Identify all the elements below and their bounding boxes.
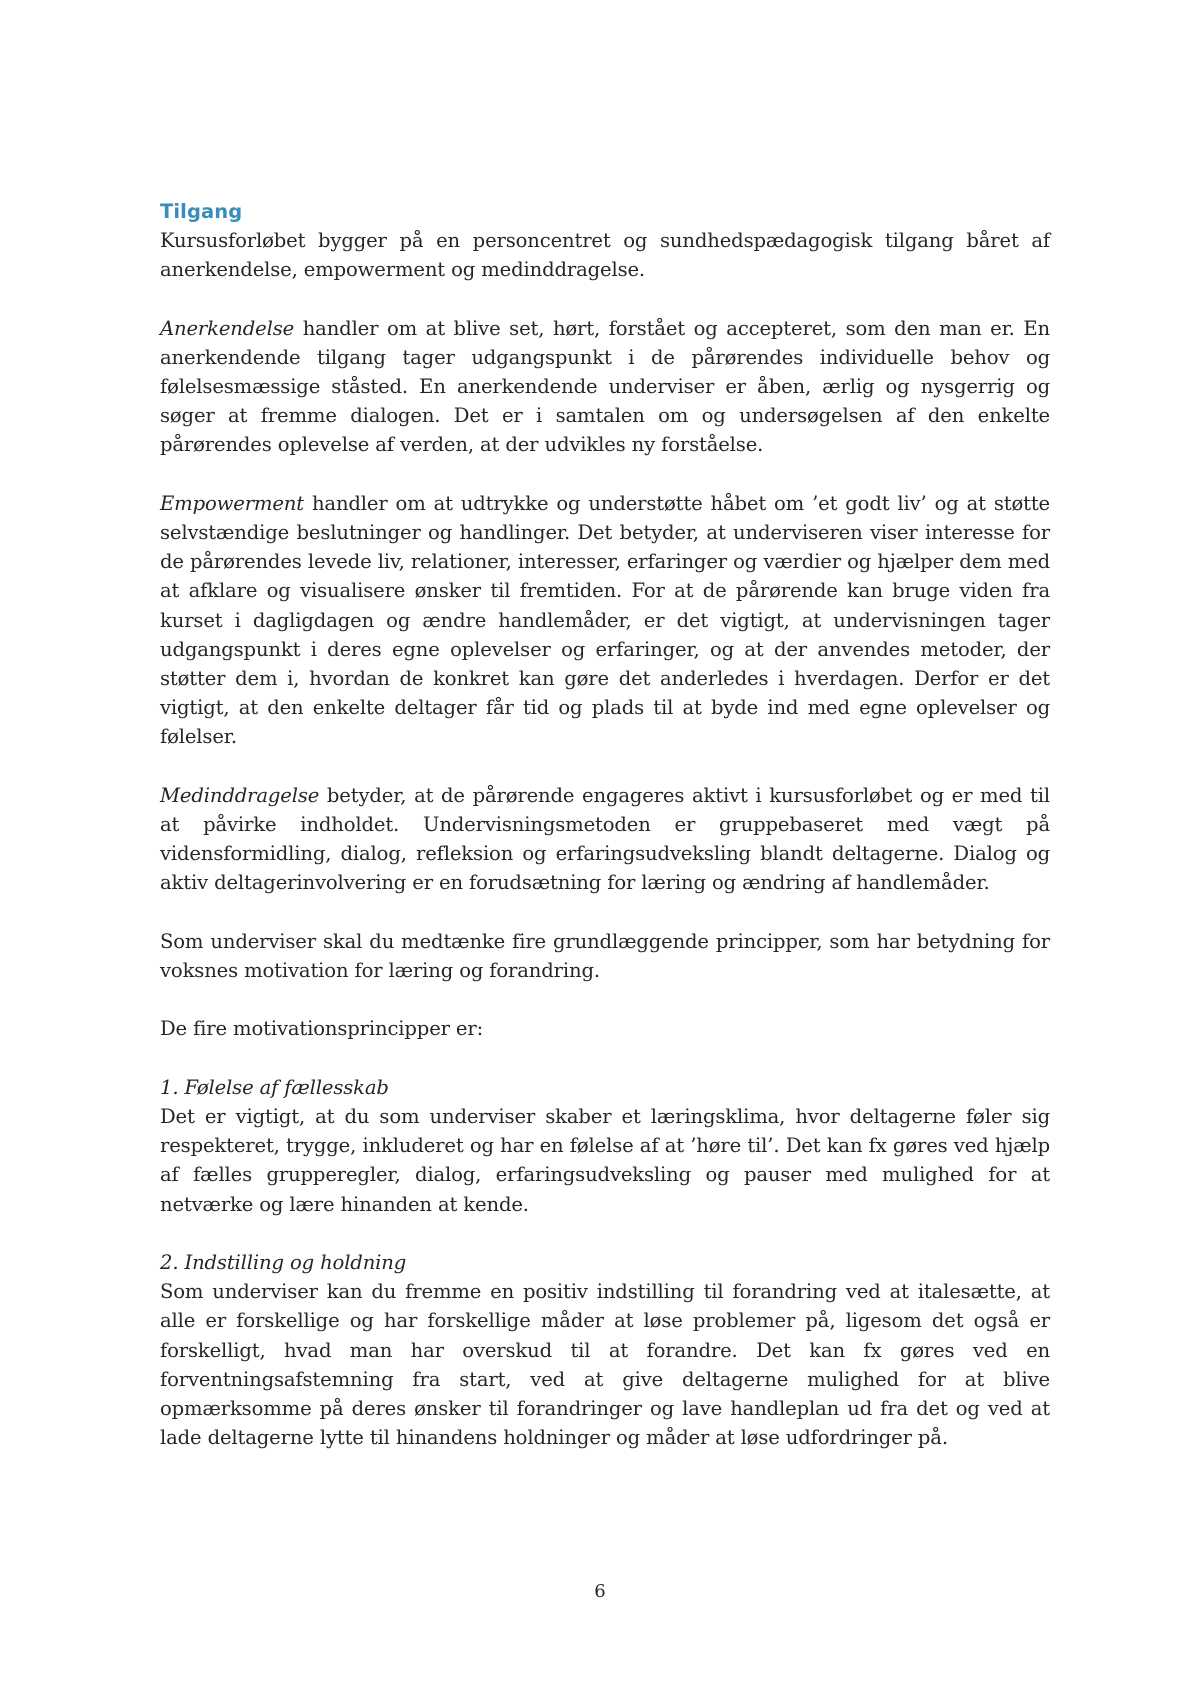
- principle-2-title: 2. Indstilling og holdning: [160, 1251, 407, 1274]
- intro-paragraph: Kursusforløbet bygger på en personcentret og sundhedspædagogisk tilgang båret af anerkendelse, empowerment og medinddragelse.: [160, 229, 1050, 282]
- paragraph-gap: [160, 1044, 1050, 1073]
- paragraph-gap: [160, 985, 1050, 1014]
- document-body: [160, 197, 1050, 1452]
- section-heading: Tilgang: [160, 200, 243, 223]
- paragraph-gap: [160, 1219, 1050, 1248]
- principle-1-title: 1. Følelse af fællesskab: [160, 1075, 389, 1099]
- paragraph-medinddragelse-text: betyder, at de pårørende engageres aktivt i kursusforløbet og er med til at påvirke indholdet. Undervisningsmetoden er gruppebaseret med vægt på vidensformidling, dialog, refleksion og erfaringsudveksling blandt deltagerne. Dialog og aktiv deltagerinvolvering er en forudsætning for læring og ændring af handlemåder.: [160, 783, 1050, 895]
- term-anerkendelse: Anerkendelse: [160, 316, 295, 340]
- paragraph-medinddragelse: [160, 781, 1050, 898]
- page-number: 6: [594, 1581, 606, 1602]
- paragraph-empowerment: [160, 489, 1050, 752]
- term-empowerment: Empowerment: [160, 491, 304, 515]
- paragraph-empowerment-text: handler om at udtrykke og understøtte håbet om ’et godt liv’ og at støtte selvstændige beslutninger og handlinger. Det betyder, at underviseren viser interesse for de pårørendes levede liv, relationer, interesser, erfaringer og værdier og hjælper dem med at afklare og visualisere ønsker til fremtiden. For at de pårørende kan bruge viden fra kurset i dagligdagen og ændre handlemåder, er det vigtigt, at undervisningen tager udgangspunkt i deres egne oplevelser og erfaringer, og at der anvendes metoder, der støtter dem i, hvordan de konkret kan gøre det anderledes i hverdagen. Derfor er det vigtigt, at den enkelte deltager får tid og plads til at byde ind med egne oplevelser og følelser.: [160, 491, 1050, 749]
- paragraph-gap: [160, 284, 1050, 313]
- paragraph-anerkendelse-text: handler om at blive set, hørt, forstået og accepteret, som den man er. En anerkendende tilgang tager udgangspunkt i de pårørendes individuelle behov og følelsesmæssige ståsted. En anerkendende underviser er åben, ærlig og nysgerrig og søger at fremme dialogen. Det er i samtalen om og undersøgelsen af den enkelte pårørendes oplevelse af verden, at der udvikles ny forståelse.: [160, 316, 1050, 457]
- principle-1-text: Det er vigtigt, at du som underviser skaber et læringsklima, hvor deltagerne føler sig respekteret, trygge, inkluderet og har en følelse af at ’høre til’. Det kan fx gøres ved hjælp af fælles grupperegler, dialog, erfaringsudveksling og pauser med mulighed for at netværke og lære hinanden at kende.: [160, 1105, 1050, 1216]
- principles-intro: Som underviser skal du medtænke fire grundlæggende principper, som har betydning for voksnes motivation for læring og forandring.: [160, 929, 1050, 983]
- paragraph-anerkendelse: [160, 314, 1050, 460]
- paragraph-gap: [160, 898, 1050, 927]
- principle-2-text: Som underviser kan du fremme en positiv indstilling til forandring ved at italesætte, at alle er forskellige og har forskellige måder at løse problemer på, ligesom det også er forskelligt, hvad man har overskud til at forandre. Det kan fx gøres ved en forventningsafstemning fra start, ved at give deltagerne mulighed for at blive opmærksomme på deres ønsker til forandringer og lave handleplan ud fra det og ved at lade deltagerne lytte til hinandens holdninger og måder at løse udfordringer på.: [160, 1280, 1050, 1450]
- paragraph-gap: [160, 752, 1050, 781]
- principles-lead: De fire motivationsprincipper er:: [160, 1017, 484, 1041]
- term-medinddragelse: Medinddragelse: [160, 783, 320, 807]
- paragraph-gap: [160, 460, 1050, 489]
